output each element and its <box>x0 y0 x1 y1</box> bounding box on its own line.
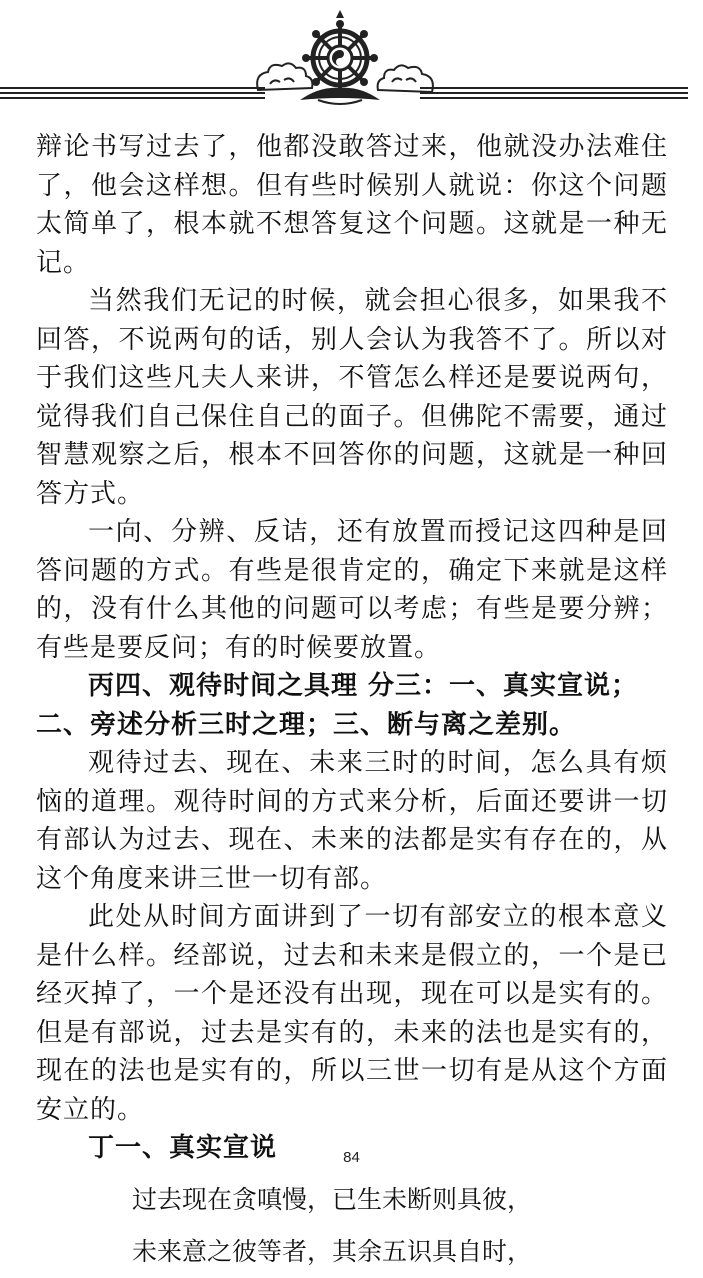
verse-line-2: 未来意之彼等者，其余五识具自时， <box>132 1236 533 1266</box>
paragraph-4: 观待过去、现在、未来三时的时间，怎么具有烦恼的道理。观待时间的方式来分析，后面还要讲一切有部认为过去、现在、未来的法都是实有存在的，从这个角度来讲三世一切有部。 <box>36 748 668 894</box>
paragraph-5: 此处从时间方面讲到了一切有部安立的根本意义是什么样。经部说，过去和未来是假立的，一个是已经灭掉了，一个是还没有出现，现在可以是实有的。但是有部说，过去是实有的，未来的法也是实有的，现在的法也是实有的，所以三世一切有是从这个方面安立的。 <box>36 902 668 1125</box>
paragraph-2: 当然我们无记的时候，就会担心很多，如果我不回答，不说两句的话，别人会认为我答不了。所以对于我们这些凡夫人来讲，不管怎么样还是要说两句，觉得我们自己保住自己的面子。但佛陀不需要，通过智慧观察之后，根本不回答你的问题，这就是一种回答方式。 <box>36 286 668 509</box>
paragraph-3: 一向、分辨、反诘，还有放置而授记这四种是回答问题的方式。有些是很肯定的，确定下来就是这样的，没有什么其他的问题可以考虑；有些是要分辨；有些是要反问；有的时候要放置。 <box>36 517 668 663</box>
header-ornament <box>0 0 703 115</box>
section-heading: 丙四、观待时间之具理 分三：一、真实宣说；二、旁述分析三时之理；三、断与离之差别。 <box>36 671 639 740</box>
page-number: 84 <box>343 1149 360 1166</box>
page-body <box>36 128 668 1278</box>
page-header <box>0 0 703 115</box>
verse-line-1: 过去现在贪嗔慢，已生未断则具彼， <box>132 1184 533 1214</box>
dharma-wheel-icon <box>300 10 380 104</box>
subheading: 丁一、真实宣说 <box>88 1133 278 1163</box>
left-cloud-icon <box>257 63 312 90</box>
paragraph-1: 辩论书写过去了，他都没敢答过来，他就没办法难住了，他会这样想。但有些时候别人就说：你这个问题太简单了，根本就不想答复这个问题。这就是一种无记。 <box>36 132 668 278</box>
